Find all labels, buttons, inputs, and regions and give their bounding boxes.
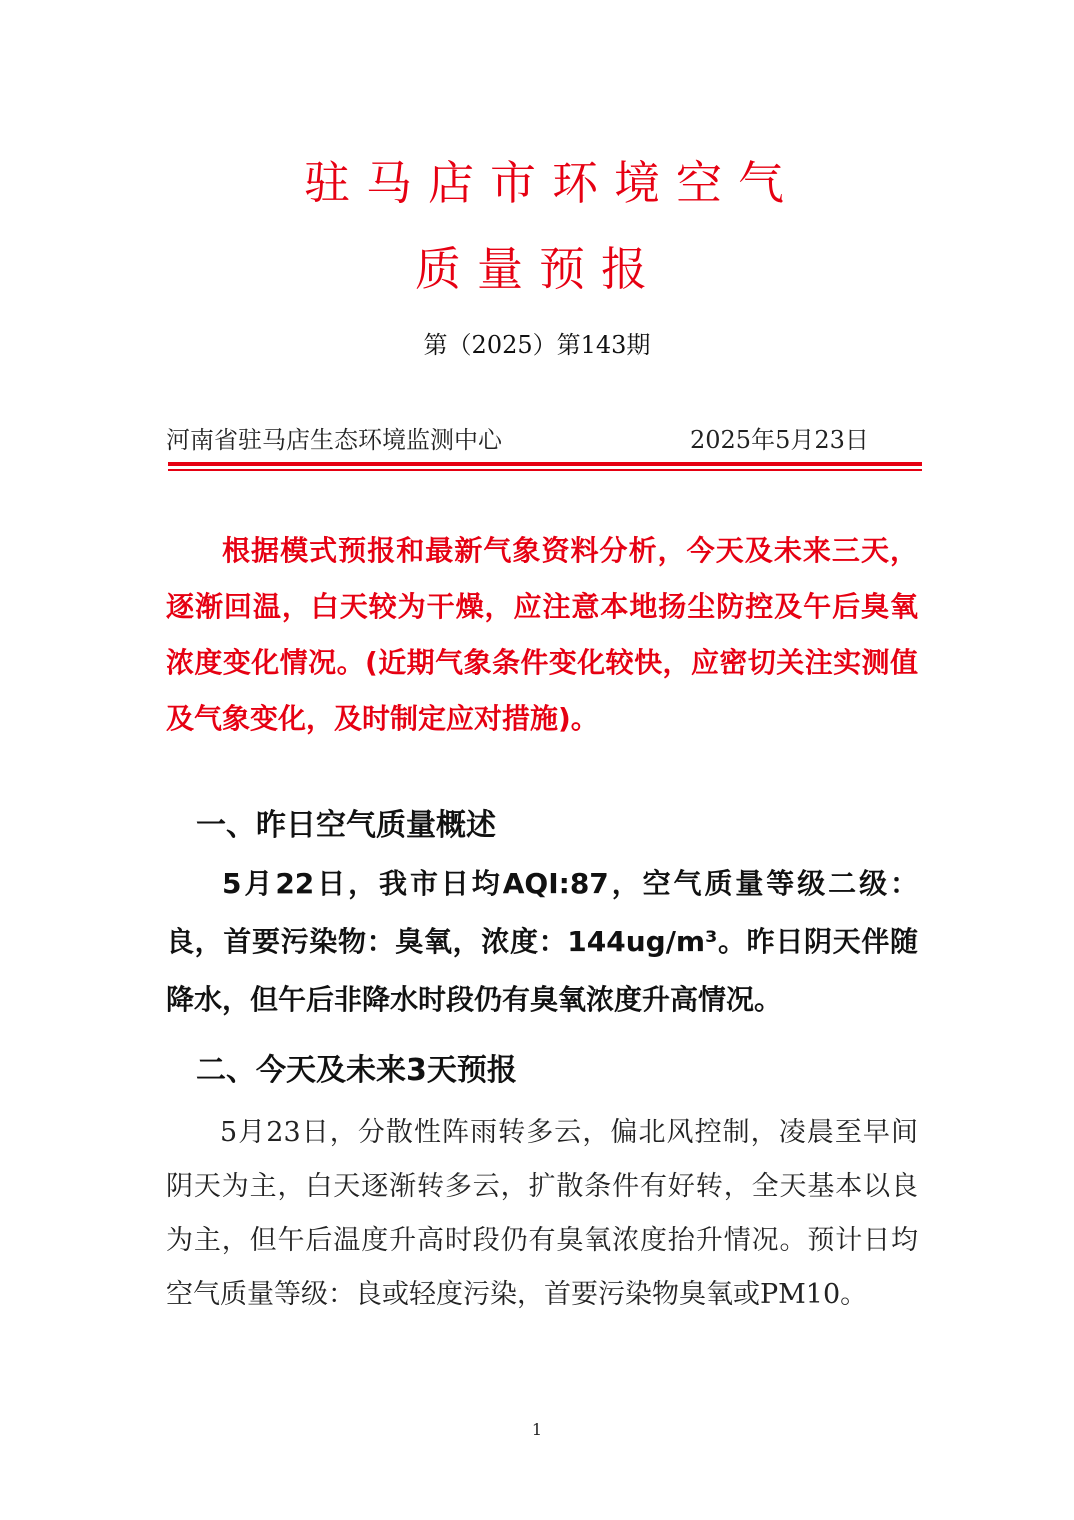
section2-heading: 二、今天及未来3天预报: [196, 1053, 517, 1088]
section1-body: 5月22日，我市日均AQI:87，空气质量等级二级：良，首要污染物：臭氧，浓度：144ug/m³。昨日阴天伴随降水，但午后非降水时段仍有臭氧浓度升高情况。: [166, 867, 918, 1016]
issuing-organization: 河南省驻马店生态环境监测中心: [166, 426, 502, 454]
document-title-line2: 质量预报: [415, 242, 663, 296]
header-divider-thick: [168, 462, 922, 466]
forecast-summary: 根据模式预报和最新气象资料分析，今天及未来三天，逐渐回温，白天较为干燥，应注意本地扬尘防控及午后臭氧浓度变化情况。(近期气象条件变化较快，应密切关注实测值及气象变化，及时制定应对措施)。: [166, 534, 918, 735]
section2-body: 5月23日，分散性阵雨转多云，偏北风控制，凌晨至早间阴天为主，白天逐渐转多云，扩散条件有好转，全天基本以良为主，但午后温度升高时段仍有臭氧浓度抬升情况。预计日均空气质量等级：良或轻度污染，首要污染物臭氧或PM10。: [166, 1117, 918, 1310]
header-divider-thin: [168, 469, 922, 471]
document-title-line1: 驻马店市环境空气: [304, 156, 800, 210]
section1-heading: 一、昨日空气质量概述: [196, 808, 496, 843]
issue-date: 2025年5月23日: [690, 426, 869, 454]
page-number: 1: [531, 1420, 543, 1439]
issue-number: 第（2025）第143期: [423, 331, 651, 359]
